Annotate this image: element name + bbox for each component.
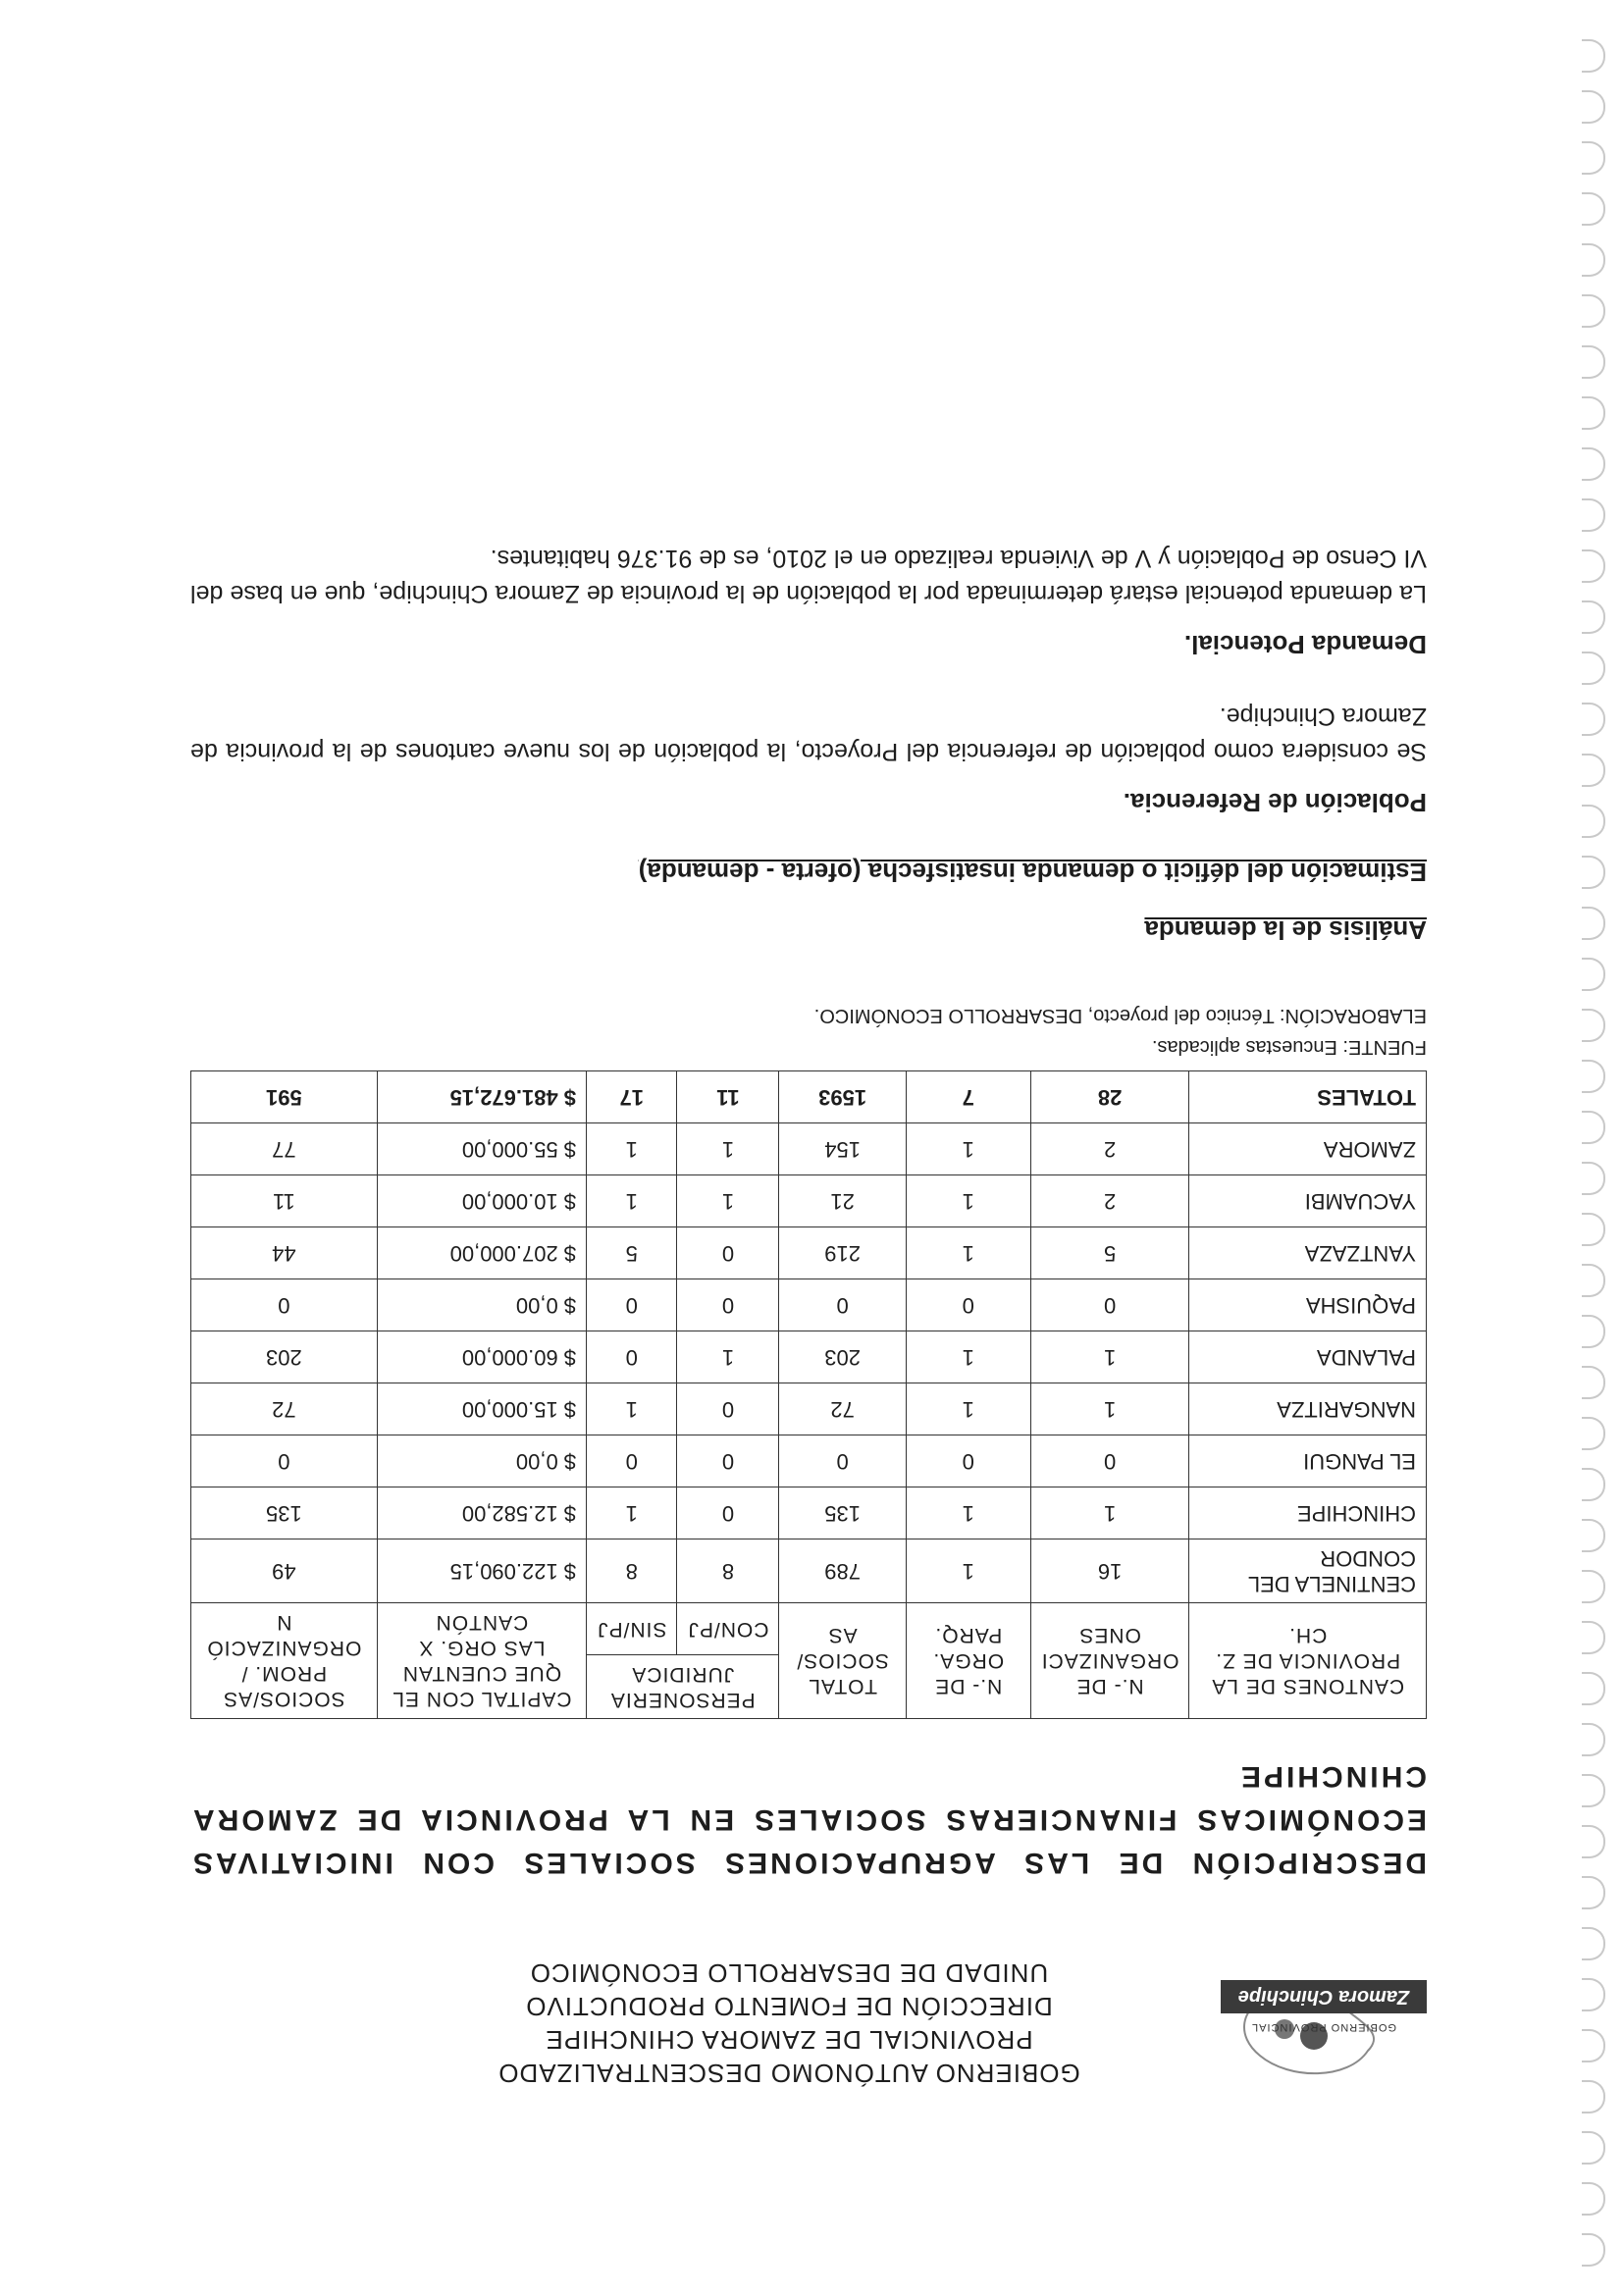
fuente-note: FUENTE: Encuestas aplicadas.	[1151, 1036, 1427, 1058]
poblacion-ref-heading: Población de Referencia.	[1123, 788, 1427, 817]
table-row	[191, 1435, 1427, 1487]
cell-sin: 0	[587, 1279, 677, 1331]
table-row	[191, 1383, 1427, 1435]
cell-prom: 77	[191, 1123, 378, 1175]
col-header-num-org-parq: N.- DE ORGA. PARQ.	[906, 1603, 1030, 1719]
cell-canton: TOTALES	[1189, 1071, 1427, 1123]
cell-sin: 1	[587, 1123, 677, 1175]
cell-canton: EL PANGUI	[1189, 1435, 1427, 1487]
cell-con: 1	[677, 1331, 779, 1383]
cell-con: 0	[677, 1487, 779, 1539]
estimacion-heading: Estimación del déficit o demanda insatisfecha (oferta - demanda)	[638, 858, 1427, 887]
cell-prom: 49	[191, 1539, 378, 1603]
cell-capital: $ 0,00	[377, 1279, 586, 1331]
cell-socios: 203	[779, 1331, 906, 1383]
col-header-sin-pj: SIN/PJ	[587, 1603, 677, 1655]
totals-row	[191, 1071, 1427, 1123]
cell-org: 5	[1030, 1227, 1189, 1279]
cell-sin: 1	[587, 1487, 677, 1539]
table-row	[191, 1279, 1427, 1331]
cell-capital: $ 0,00	[377, 1435, 586, 1487]
cell-sin: 1	[587, 1383, 677, 1435]
cell-prom: 72	[191, 1383, 378, 1435]
cell-sin: 0	[587, 1331, 677, 1383]
cell-socios: 789	[779, 1539, 906, 1603]
analisis-heading: Análisis de la demanda	[1144, 915, 1427, 945]
government-heading	[445, 1957, 1132, 2090]
demanda-pot-heading: Demanda Potencial.	[1183, 630, 1427, 659]
cell-org: 2	[1030, 1123, 1189, 1175]
gov-line: UNIDAD DE DESARROLLO ECONÓMICO	[529, 1958, 1049, 1988]
cell-parq: 1	[906, 1227, 1030, 1279]
col-header-total-socios: TOTAL SOCIOS/ AS	[779, 1603, 906, 1719]
cell-sin: 1	[587, 1175, 677, 1227]
table-row	[191, 1227, 1427, 1279]
cell-prom: 0	[191, 1435, 378, 1487]
cell-prom: 0	[191, 1279, 378, 1331]
cell-prom: 203	[191, 1331, 378, 1383]
table-sources	[190, 1000, 1427, 1063]
cell-capital: $ 12.582,00	[377, 1487, 586, 1539]
cell-con: 0	[677, 1435, 779, 1487]
organizations-table	[190, 1070, 1427, 1719]
cell-socios: 0	[779, 1435, 906, 1487]
logo-caption: GOBIERNO PROVINCIAL	[1251, 2021, 1396, 2033]
cell-capital: $ 15.000,00	[377, 1383, 586, 1435]
cell-sin: 8	[587, 1539, 677, 1603]
cell-prom: 11	[191, 1175, 378, 1227]
cell-canton: ZAMORA	[1189, 1123, 1427, 1175]
cell-canton: NANGARITZA	[1189, 1383, 1427, 1435]
cell-socios: 21	[779, 1175, 906, 1227]
cell-con: 0	[677, 1383, 779, 1435]
cell-parq: 1	[906, 1175, 1030, 1227]
cell-socios: 135	[779, 1487, 906, 1539]
cell-org: 1	[1030, 1331, 1189, 1383]
table-row	[191, 1175, 1427, 1227]
cell-parq: 1	[906, 1539, 1030, 1603]
document-title: DESCRIPCIÓN DE LAS AGRUPACIONES SOCIALES CON INICIATIVAS ECONÓMICAS FINANCIERAS SOCIALES EN LA PROVINCIA DE ZAMORA CHINCHIPE	[190, 1760, 1427, 1879]
cell-org: 0	[1030, 1279, 1189, 1331]
cell-capital: $ 481.672,15	[377, 1071, 586, 1123]
table-row	[191, 1539, 1427, 1603]
cell-con: 1	[677, 1123, 779, 1175]
col-header-num-org: N.- DE ORGANIZACI ONES	[1030, 1603, 1189, 1719]
letterhead	[190, 1913, 1427, 2110]
cell-canton: PAQUISHA	[1189, 1279, 1427, 1331]
cell-capital: $ 60.000,00	[377, 1331, 586, 1383]
gov-line: DIRECCIÓN DE FOMENTO PRODUCTIVO	[525, 1992, 1053, 2021]
gov-line: PROVINCIAL DE ZAMORA CHINCHIPE	[545, 2025, 1033, 2055]
cell-capital: $ 122.090,15	[377, 1539, 586, 1603]
cell-socios: 219	[779, 1227, 906, 1279]
demanda-pot-text: La demanda potencial estará determinada por la población de la provincia de Zamora Chinchipe, que en base del VI Censo de Población y V de Vivienda realizado en el 2010, es de 91.376 habitantes.	[190, 545, 1427, 607]
provincial-logo	[1172, 1953, 1427, 2070]
cell-org: 16	[1030, 1539, 1189, 1603]
cell-con: 1	[677, 1175, 779, 1227]
cell-capital: $ 207.000,00	[377, 1227, 586, 1279]
table-row	[191, 1123, 1427, 1175]
cell-prom: 44	[191, 1227, 378, 1279]
cell-canton: PALANDA	[1189, 1331, 1427, 1383]
cell-sin: 5	[587, 1227, 677, 1279]
cell-org: 28	[1030, 1071, 1189, 1123]
cell-parq: 7	[906, 1071, 1030, 1123]
cell-org: 1	[1030, 1487, 1189, 1539]
elaboracion-note: ELABORACIÓN: Técnico del proyecto, DESARROLLO ECONÓMICO.	[813, 1005, 1427, 1026]
cell-con: 0	[677, 1227, 779, 1279]
cell-prom: 591	[191, 1071, 378, 1123]
col-header-personeria: PERSONERIA JURIDICA	[587, 1655, 779, 1719]
gov-line: GOBIERNO AUTÓNOMO DESCENTRALIZADO	[497, 2059, 1080, 2088]
cell-con: 11	[677, 1071, 779, 1123]
col-header-con-pj: CON/PJ	[677, 1603, 779, 1655]
table-row	[191, 1331, 1427, 1383]
cell-parq: 1	[906, 1487, 1030, 1539]
col-header-capital: CAPITAL CON EL QUE CUENTAN LAS ORG. X CANTÓN	[377, 1603, 586, 1719]
cell-canton: CHINCHIPE	[1189, 1487, 1427, 1539]
logo-banner: Zamora Chinchipe	[1221, 1980, 1427, 2013]
cell-sin: 0	[587, 1435, 677, 1487]
cell-parq: 0	[906, 1279, 1030, 1331]
cell-parq: 1	[906, 1123, 1030, 1175]
table-row	[191, 1487, 1427, 1539]
cell-socios: 154	[779, 1123, 906, 1175]
cell-org: 2	[1030, 1175, 1189, 1227]
cell-canton: YACUAMBI	[1189, 1175, 1427, 1227]
cell-capital: $ 55.000,00	[377, 1123, 586, 1175]
cell-socios: 72	[779, 1383, 906, 1435]
poblacion-ref-text: Se considera como población de referencia del Proyecto, la población de los nueve cantones de la provincia de Zamora Chinchipe.	[190, 703, 1427, 765]
cell-prom: 135	[191, 1487, 378, 1539]
cell-canton: CENTINELA DEL CONDOR	[1189, 1539, 1427, 1603]
cell-socios: 0	[779, 1279, 906, 1331]
cell-org: 0	[1030, 1435, 1189, 1487]
cell-org: 1	[1030, 1383, 1189, 1435]
cell-parq: 0	[906, 1435, 1030, 1487]
cell-socios: 1593	[779, 1071, 906, 1123]
cell-con: 0	[677, 1279, 779, 1331]
cell-parq: 1	[906, 1383, 1030, 1435]
col-header-cantones: CANTONES DE LA PROVINCIA DE Z. CH.	[1189, 1603, 1427, 1719]
cell-canton: YANTZAZA	[1189, 1227, 1427, 1279]
col-header-socios-prom: SOCIOS/AS PROM. / ORGANIZACIÓ N	[191, 1603, 378, 1719]
cell-parq: 1	[906, 1331, 1030, 1383]
cell-capital: $ 10.000,00	[377, 1175, 586, 1227]
cell-con: 8	[677, 1539, 779, 1603]
cell-sin: 17	[587, 1071, 677, 1123]
